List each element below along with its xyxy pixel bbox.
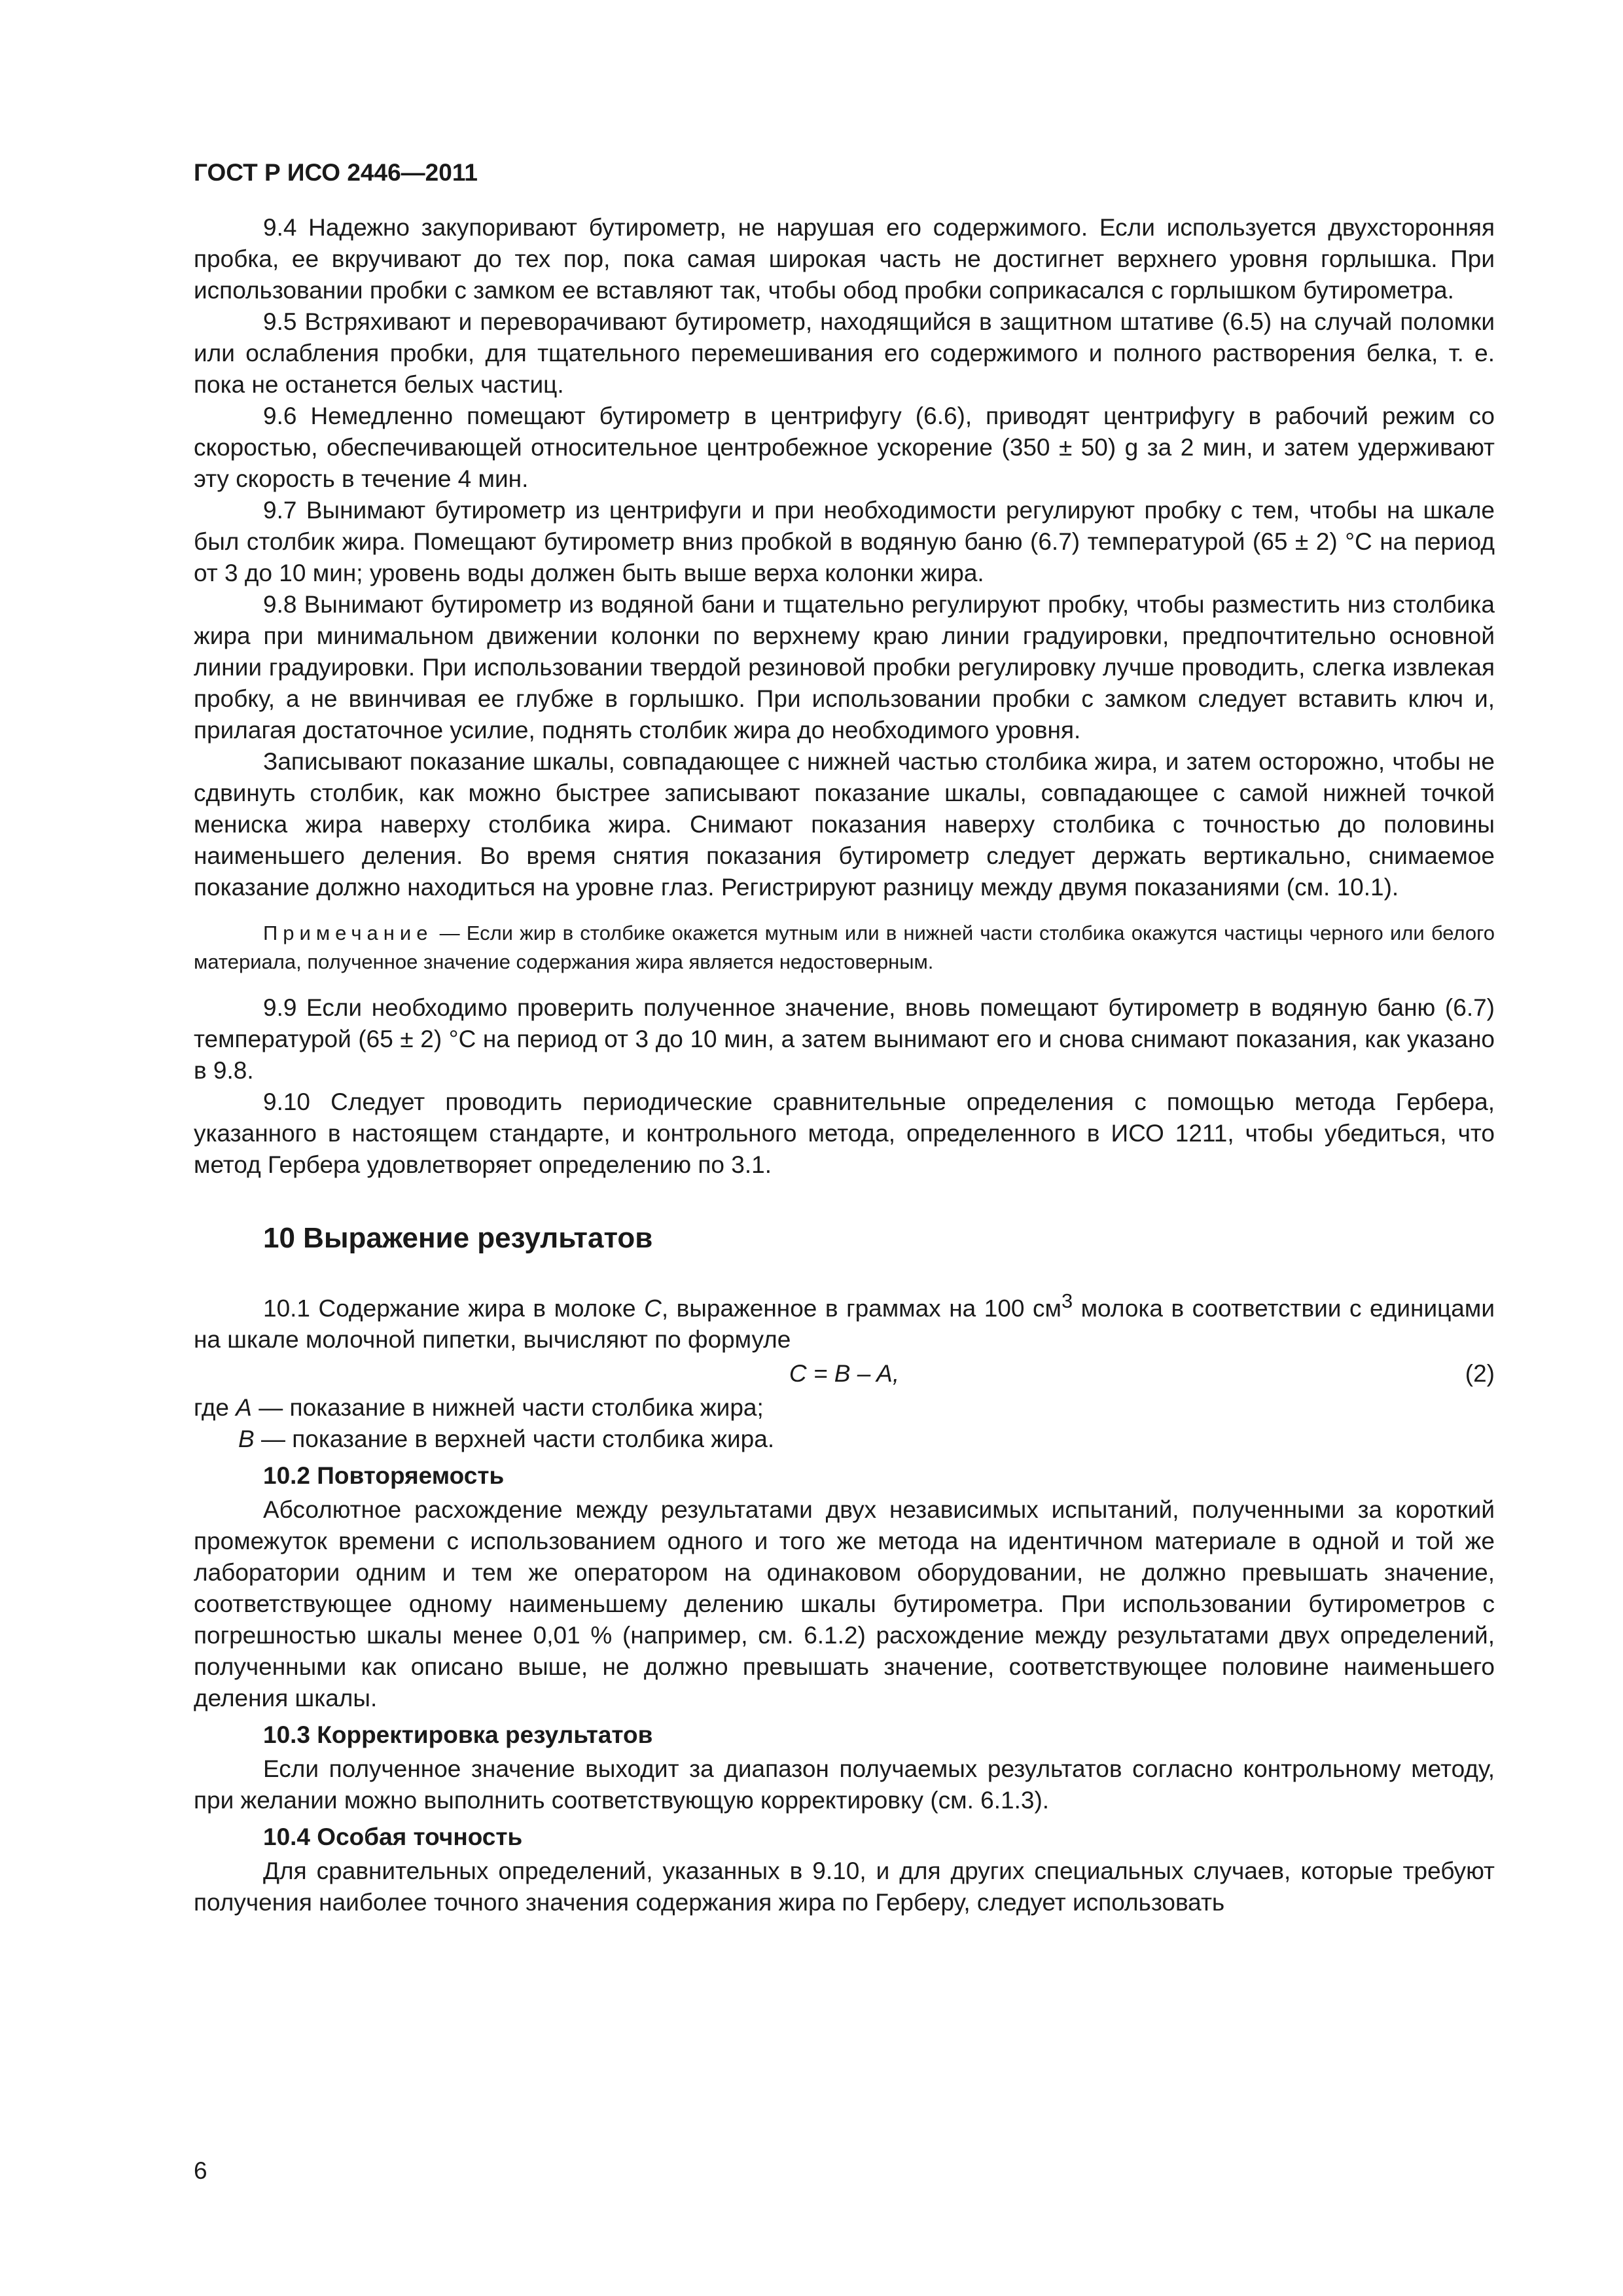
section-10-title: 10 Выражение результатов — [263, 1222, 653, 1254]
paragraph-9-7: 9.7 Вынимают бутирометр из центрифуги и при необходимости регулируют пробку с тем, чтобы на шкале был столбик жира. Помещают бутирометр вниз пробкой в водяную баню (6.7) температурой (65 ± 2) °С на период от 3 до 10 мин; уровень воды должен быть выше верха колонки жира. — [194, 497, 1495, 586]
paragraph-10-3: Если полученное значение выходит за диапазон получаемых результатов согласно контрольному методу, при желании можно выполнить соответствующую корректировку (см. 6.1.3). — [194, 1755, 1495, 1814]
heading-10-3: 10.3 Корректировка результатов — [263, 1721, 653, 1749]
where-a: где A — показание в нижней части столбика жира; — [194, 1394, 764, 1422]
heading-10-2: 10.2 Повторяемость — [263, 1462, 505, 1490]
paragraph-9-5: 9.5 Встряхивают и переворачивают бутирометр, находящийся в защитном штативе (6.5) на случай поломки или ослабления пробки, для тщательного перемешивания его содержимого и полного растворения белка, т. е. пока не останется белых частиц. — [194, 308, 1495, 398]
note — [194, 919, 1495, 977]
paragraph-10-2: Абсолютное расхождение между результатами двух независимых испытаний, полученными за короткий промежуток времени с использованием одного и того же метода на идентичном материале в одной и той же лаборатории одним и тем же оператором на одинаковом оборудовании, не должно превышать значение, соответствующее одному наименьшему делению шкалы бутирометра. При использовании бутирометров с погрешностью шкалы менее 0,01 % (например, см. 6.1.2) расхождение между результатами двух определений, полученными как описано выше, не должно превышать значение, соответствующее половине наименьшего деления шкалы. — [194, 1496, 1495, 1712]
paragraph-9-6: 9.6 Немедленно помещают бутирометр в центрифугу (6.6), приводят центрифугу в рабочий режим со скоростью, обеспечивающей относительное центробежное ускорение (350 ± 50) g за 2 мин, и затем удерживают эту скорость в течение 4 мин. — [194, 403, 1495, 492]
where-b: B — показание в верхней части столбика жира. — [238, 1426, 775, 1453]
paragraph-10-1: 10.1 Содержание жира в молоке C, выраженное в граммах на 100 $см^3$ молока в соответствии с единицами на шкале молочной пипетки, вычисляют по формуле — [194, 1289, 1495, 1354]
formula: C = B – A, — [789, 1360, 900, 1388]
paragraph-9-9: 9.9 Если необходимо проверить полученное значение, вновь помещают бутирометр в водяную баню (6.7) температурой (65 ± 2) °С на период от 3 до 10 мин, а затем вынимают его и снова снимают показания, как указано в 9.8. — [194, 994, 1495, 1084]
paragraph-9-8: 9.8 Вынимают бутирометр из водяной бани и тщательно регулируют пробку, чтобы разместить низ столбика жира при минимальном движении колонки по верхнему краю линии градуировки, предпочтительно основной линии градуировки. При использовании твердой резиновой пробки регулировку лучше проводить, слегка извлекая пробку, а не ввинчивая ее глубже в горлышко. При использовании пробки с замком следует вставить ключ и, прилагая достаточное усилие, поднять столбик жира до необходимого уровня. — [194, 591, 1495, 744]
heading-10-4: 10.4 Особая точность — [263, 1823, 523, 1851]
paragraph-9-10: 9.10 Следует проводить периодические сравнительные определения с помощью метода Гербера, указанного в настоящем стандарте, и контрольного метода, определенного в ИСО 1211, чтобы убедиться, что метод Гербера удовлетворяет определению по 3.1. — [194, 1088, 1495, 1178]
note-label: Примечание — [263, 922, 433, 944]
formula-row — [194, 1355, 1495, 1392]
note-text: — Если жир в столбике окажется мутным или в нижней части столбика окажутся частицы черного или белого материала, полученное значение содержания жира является недостоверным. — [194, 922, 1495, 973]
document-header: ГОСТ Р ИСО 2446—2011 — [194, 159, 478, 186]
paragraph-9-4: 9.4 Надежно закупоривают бутирометр, не нарушая его содержимого. Если используется двухсторонняя пробка, ее вкручивают до тех пор, пока самая широкая часть не достигнет верхнего уровня горлышка. При использовании пробки с замком ее вставляют так, чтобы обод пробки соприкасался с горлышком бутирометра. — [194, 214, 1495, 304]
where-list — [194, 1392, 1495, 1455]
document-page — [194, 157, 1495, 1918]
page-number: 6 — [194, 2157, 207, 2184]
paragraph-9-8-continued: Записывают показание шкалы, совпадающее с нижней частью столбика жира, и затем осторожно, чтобы не сдвинуть столбик, как можно быстрее записывают показание шкалы, совпадающее с самой нижней точкой мениска жира наверху столбика жира. Снимают показания наверху столбика с точностью до половины наименьшего деления. Во время снятия показания бутирометр следует держать вертикально, снимаемое показание должно находиться на уровне глаз. Регистрируют разницу между двумя показаниями (см. 10.1). — [194, 748, 1495, 901]
formula-number: (2) — [1465, 1360, 1495, 1388]
paragraph-10-4: Для сравнительных определений, указанных в 9.10, и для других специальных случаев, которые требуют получения наиболее точного значения содержания жира по Герберу, следует использовать — [194, 1857, 1495, 1916]
